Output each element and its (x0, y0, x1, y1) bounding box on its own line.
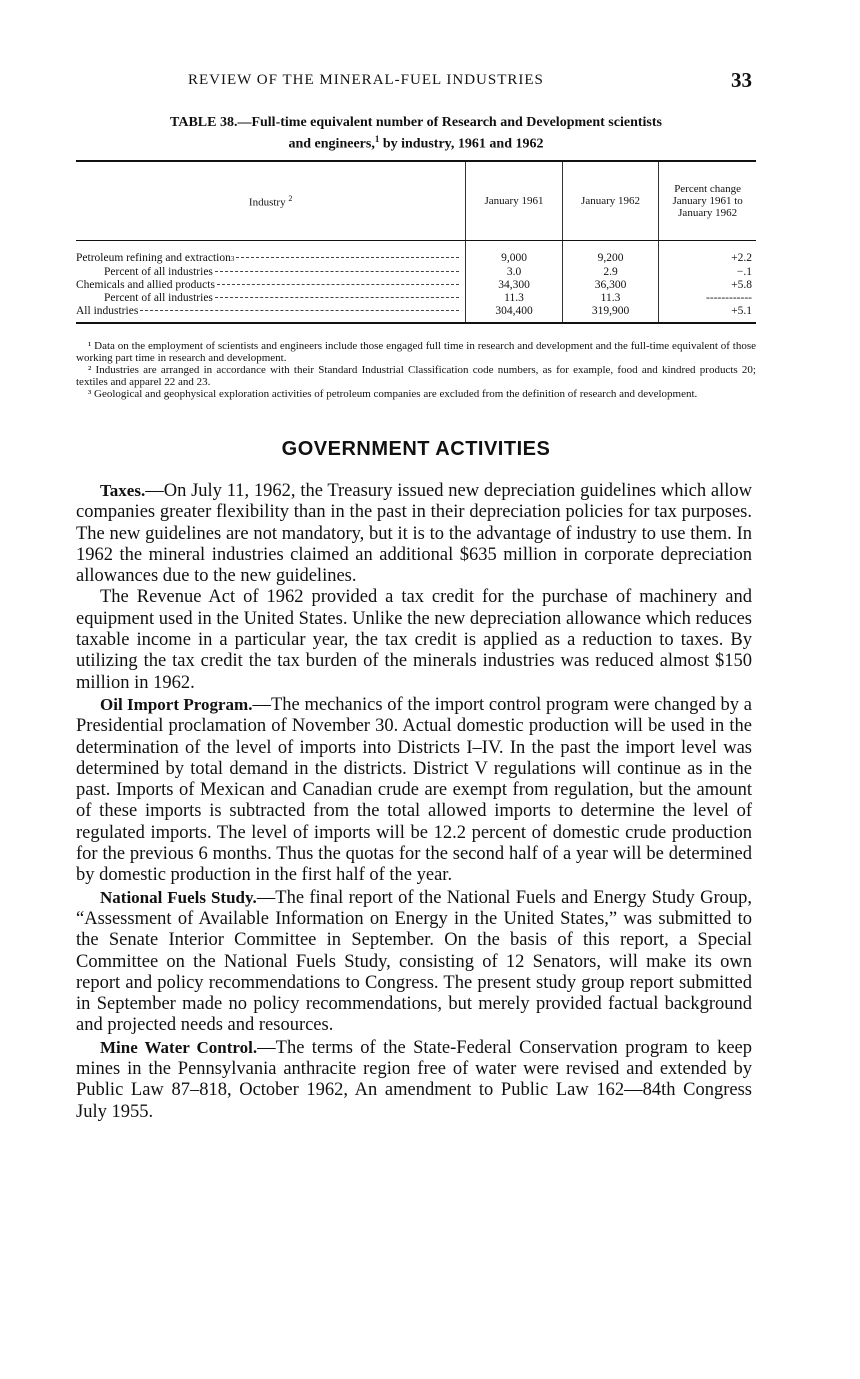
running-head (76, 68, 756, 94)
table-header-row (76, 161, 756, 241)
paragraph-oil-import: Oil Import Program.—The mechanics of the import control program were changed by a Presidential proclamation of November 30. Actual domestic production will be used in the determination of the level of imports into Districts I–IV. In the past the import level was determined by total demand in the districts. District V regulations will continue as in the past. Imports of Mexican and Canadian crude are exempt from regulation, but the amount of these imports is subtracted from the total allowed imports to determine the level of regulated imports. The level of imports will be 12.2 percent of domestic crude production for the previous 6 months. Thus the quotas for the second half of a year will be determined by domestic production in the first half of the year. (76, 694, 753, 886)
cell-jan1962: 36,300 (562, 279, 659, 292)
cell-jan1961: 9,000 (466, 241, 563, 267)
paragraph-revenue-act: The Revenue Act of 1962 provided a tax credit for the purchase of machinery and equipment used in the United States. Unlike the new depreciation allowance which reduces taxable income in a particular year, the tax credit is applied as a reduction to taxes. By utilizing the tax credit the tax burden of the minerals industries was reduced almost $150 million in 1962. (76, 587, 752, 693)
paragraph-mine-water: Mine Water Control.—The terms of the State-Federal Conservation program to keep mines in the Pennsylvania anthracite region free of water were revised and extended by Public Law 87–818, October 1962, An amendment to Public Law 162—84th Congress July 1955. (76, 1037, 753, 1122)
cell-jan1961: 304,400 (466, 305, 563, 323)
cell-jan1962: 2.9 (562, 266, 659, 279)
cell-percent-change: +5.1 (659, 305, 756, 323)
table-caption-line-2: and engineers,$^1$ by industry, 1961 and 1962 (288, 134, 544, 152)
section-heading: GOVERNMENT ACTIVITIES (281, 438, 551, 460)
paragraph-national-fuels: National Fuels Study.—The final report of the National Fuels and Energy Study Group, “Assessment of Available Information on Energy in the United States,” was submitted to the Senate Interior Committee in September. On the basis of this report, a Special Committee on the National Fuels Study, consisting of 12 Senators, will make its own report and policy recommendations to Congress. The present study group report submitted in September made no policy recommendations, but merely provided factual background and projected needs and resources. (76, 887, 752, 1036)
footnote-3: ³ Geological and geophysical exploration activities of petroleum companies are excluded from the definition of research and development. (88, 388, 698, 400)
run-in-heading: Taxes. (100, 481, 146, 500)
footnote-1: ¹ Data on the employment of scientists and engineers include those engaged full time in research and development and the full-time equivalent of those working part time in research and development. (76, 340, 756, 364)
footnote-2: ² Industries are arranged in accordance with their Standard Industrial Classification code numbers, as for example, food and kindred products 20; textiles and apparel 22 and 23. (76, 364, 756, 388)
run-in-heading: Mine Water Control. (100, 1037, 258, 1057)
run-in-heading: National Fuels Study. (100, 887, 257, 907)
cell-jan1962: 319,900 (562, 305, 659, 323)
running-title: REVIEW OF THE MINERAL-FUEL INDUSTRIES (188, 72, 544, 88)
header-january-1961: January 1961 (466, 161, 563, 241)
cell-jan1961: 34,300 (466, 279, 563, 292)
table-row (76, 305, 756, 323)
dot-leader (140, 310, 459, 311)
footnote-ref: 3 (230, 255, 235, 263)
cell-industry: Percent of all industries (76, 266, 466, 279)
data-table (76, 160, 756, 324)
page-number: 33 (731, 68, 752, 92)
table-row (76, 292, 756, 305)
table-footnotes (76, 340, 756, 400)
footnote-ref: 1 (374, 134, 380, 144)
paragraph-taxes: Taxes.—On July 11, 1962, the Treasury issued new depreciation guidelines which allow companies greater flexibility than in the past in their depreciation policies for tax purposes. The new guidelines are not mandatory, but it is to the advantage of industry to use them. In 1962 the mineral industries claimed an additional $635 million in corporate depreciation allowances due to the new guidelines. (76, 481, 752, 587)
cell-industry: Percent of all industries (76, 292, 466, 305)
dot-leader (215, 271, 459, 272)
table-caption-line-1: TABLE 38.—Full-time equivalent number of Research and Development scientists (170, 115, 662, 130)
cell-jan1962: 9,200 (562, 241, 659, 267)
dot-leader (217, 284, 459, 285)
cell-industry: Chemicals and allied products (76, 279, 466, 292)
header-percent-change: Percent change January 1961 to January 1962 (659, 161, 756, 241)
body-text (76, 480, 752, 1123)
table-caption (76, 115, 756, 153)
cell-industry: Petroleum refining and extraction 3 (76, 241, 466, 267)
footnote-ref: 2 (288, 194, 293, 204)
cell-jan1962: 11.3 (562, 292, 659, 305)
cell-jan1961: 3.0 (466, 266, 563, 279)
header-industry: Industry $^2$ (76, 161, 466, 241)
dot-leader (236, 257, 459, 258)
table-row (76, 279, 756, 292)
run-in-heading: Oil Import Program. (100, 694, 253, 714)
cell-percent-change: +2.2 (731, 252, 752, 264)
table-row (76, 241, 756, 267)
cell-jan1961: 11.3 (466, 292, 563, 305)
cell-percent-change: +5.8 (731, 279, 752, 291)
header-january-1962: January 1962 (562, 161, 659, 241)
cell-industry: All industries (76, 305, 466, 323)
cell-percent-change: ------------ (706, 292, 752, 304)
cell-percent-change: −.1 (736, 266, 752, 278)
dot-leader (215, 297, 459, 298)
table-row (76, 266, 756, 279)
